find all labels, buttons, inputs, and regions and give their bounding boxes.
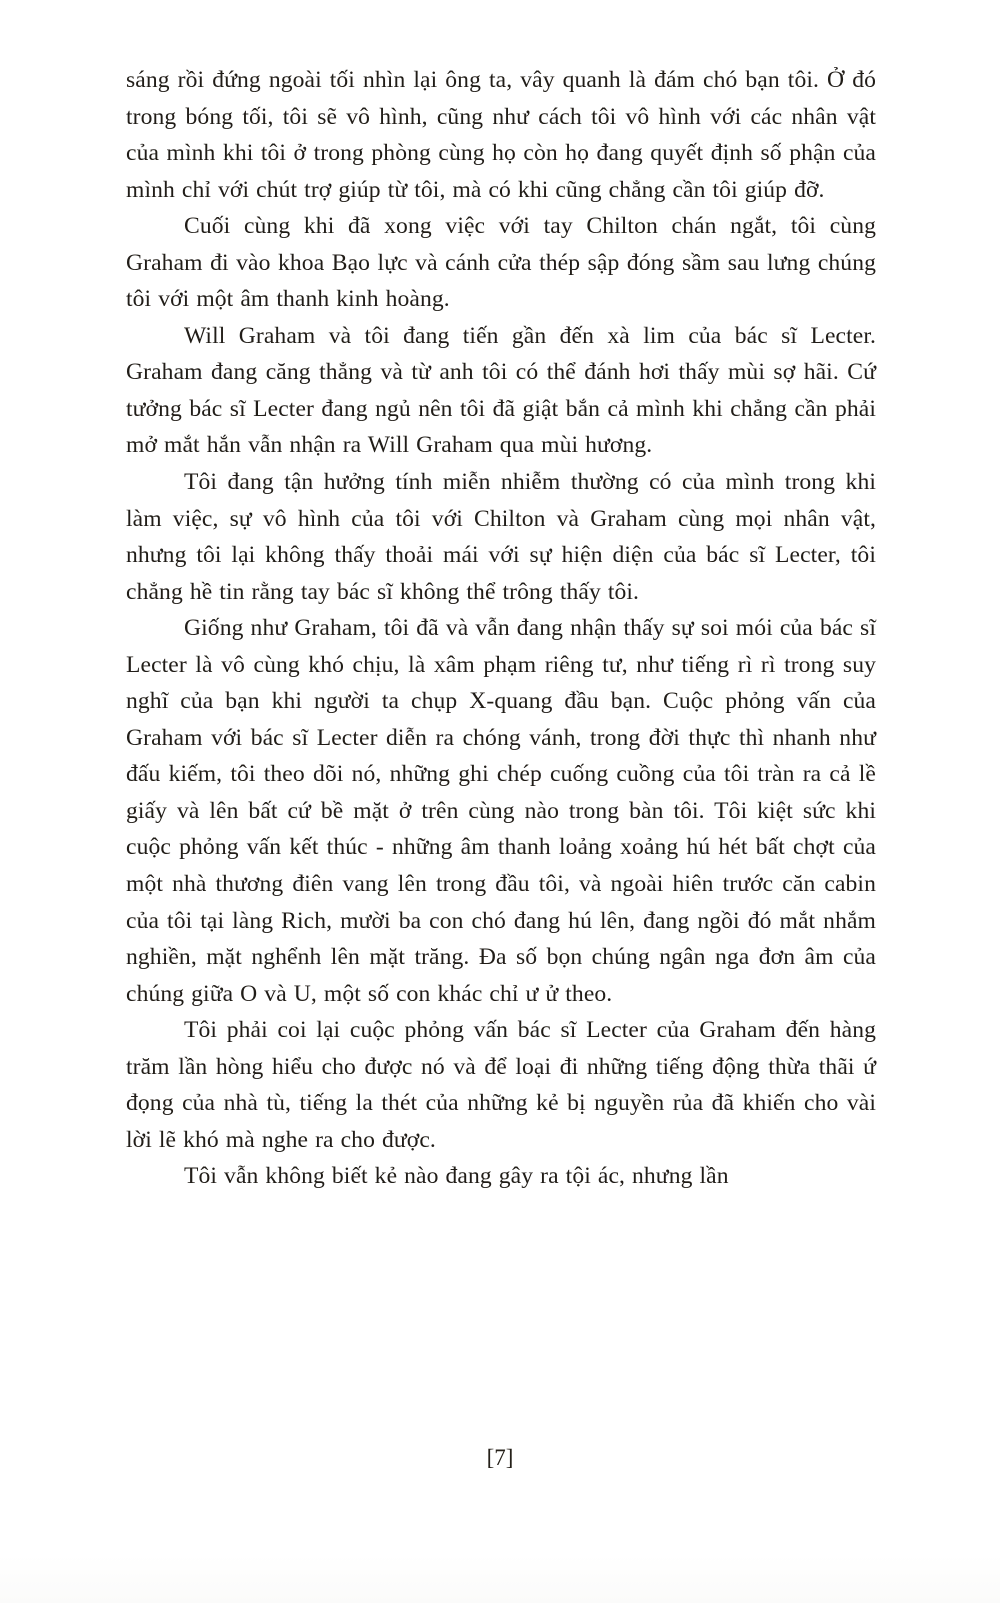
paragraph: sáng rồi đứng ngoài tối nhìn lại ông ta, vây quanh là đám chó bạn tôi. Ở đó trong bóng tối, tôi sẽ vô hình, cũng như cách tôi vô hình với các nhân vật của mình khi tôi ở trong phòng cùng họ còn họ đang quyết định số phận của mình chỉ với chút trợ giúp từ tôi, mà có khi cũng chẳng cần tôi giúp đỡ.: [126, 67, 876, 203]
paragraph: Tôi vẫn không biết kẻ nào đang gây ra tội ác, nhưng lần: [184, 1163, 729, 1190]
body-text: [126, 62, 876, 1195]
page-number: [7]: [486, 1445, 514, 1470]
paragraph: Cuối cùng khi đã xong việc với tay Chilton chán ngắt, tôi cùng Graham đi vào khoa Bạo lực và cánh cửa thép sập đóng sầm sau lưng chúng tôi với một âm thanh kinh hoàng.: [126, 213, 876, 313]
paragraph: Tôi đang tận hưởng tính miễn nhiễm thường có của mình trong khi làm việc, sự vô hình của tôi với Chilton và Graham cùng mọi nhân vật, nhưng tôi lại không thấy thoải mái với sự hiện diện của bác sĩ Lecter, tôi chẳng hề tin rằng tay bác sĩ không thể trông thấy tôi.: [126, 469, 876, 605]
paragraph: Giống như Graham, tôi đã và vẫn đang nhận thấy sự soi mói của bác sĩ Lecter là vô cùng khó chịu, là xâm phạm riêng tư, như tiếng rì rì trong suy nghĩ của bạn khi người ta chụp X-quang đầu bạn. Cuộc phỏng vấn của Graham với bác sĩ Lecter diễn ra chóng vánh, trong đời thực thì nhanh như đấu kiếm, tôi theo dõi nó, những ghi chép cuống cuồng của tôi tràn ra cả lề giấy và lên bất cứ bề mặt ở trên cùng nào trong bàn tôi. Tôi kiệt sức khi cuộc phỏng vấn kết thúc - những âm thanh loảng xoảng hú hét bất chợt của một nhà thương điên vang lên trong đầu tôi, và ngoài hiên trước căn cabin của tôi tại làng Rich, mười ba con chó đang hú lên, đang ngồi đó mắt nhắm nghiền, mặt nghểnh lên mặt trăng. Đa số bọn chúng ngân nga đơn âm của chúng giữa O và U, một số con khác chỉ ư ử theo.: [126, 615, 876, 1007]
paragraph: Tôi phải coi lại cuộc phỏng vấn bác sĩ Lecter của Graham đến hàng trăm lần hòng hiểu cho được nó và để loại đi những tiếng động thừa thãi ứ đọng của nhà tù, tiếng la thét của những kẻ bị nguyền rủa đã khiến cho vài lời lẽ khó mà nghe ra cho được.: [126, 1017, 876, 1153]
paragraph: Will Graham và tôi đang tiến gần đến xà lim của bác sĩ Lecter. Graham đang căng thẳng và từ anh tôi có thể đánh hơi thấy mùi sợ hãi. Cứ tưởng bác sĩ Lecter đang ngủ nên tôi đã giật bắn cả mình khi chẳng cần phải mở mắt hắn vẫn nhận ra Will Graham qua mùi hương.: [126, 322, 876, 459]
